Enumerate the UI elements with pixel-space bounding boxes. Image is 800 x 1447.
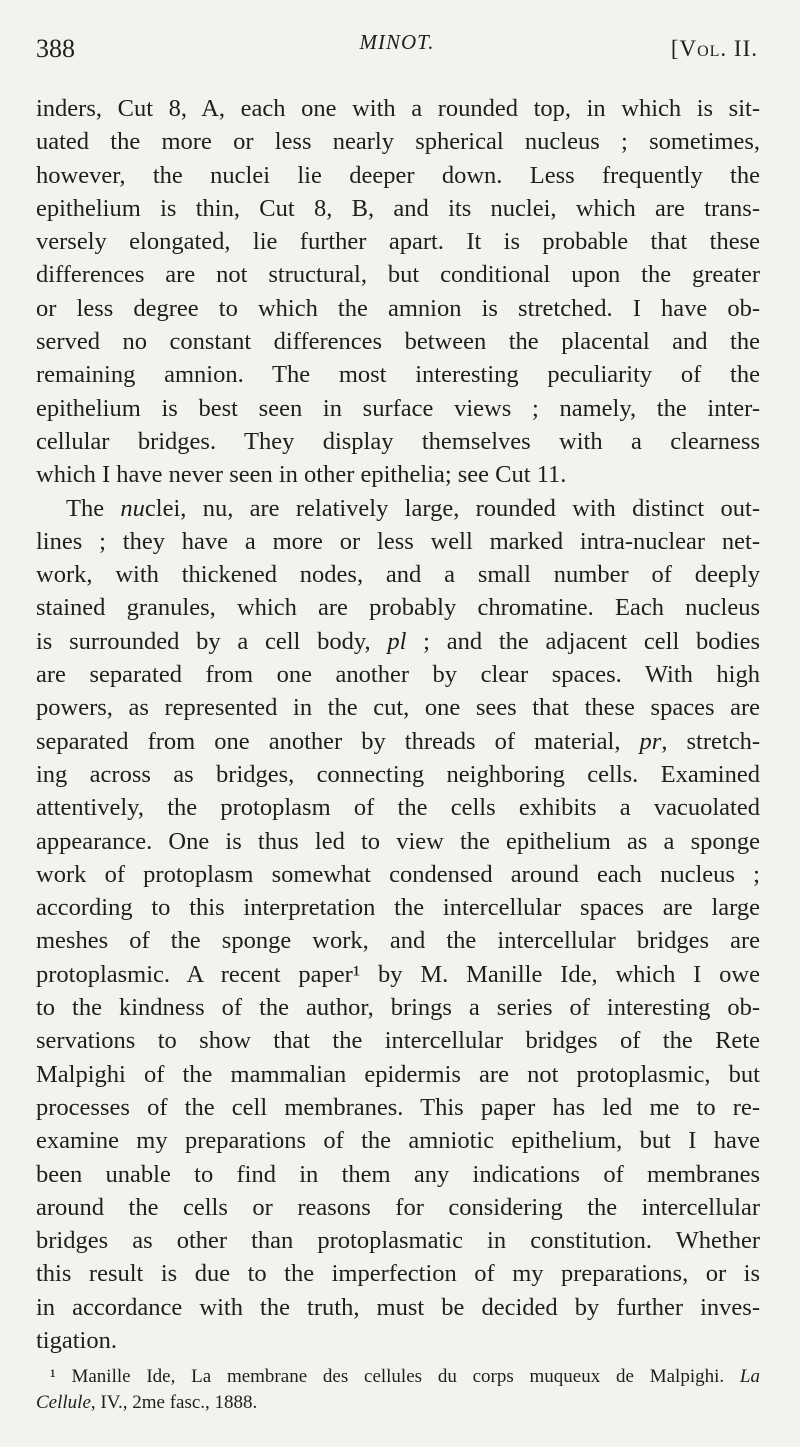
text-line: meshes of the sponge work, and the intercellular bridges are <box>36 927 760 955</box>
text-line: separated from one another by threads of material, pr, stretch- <box>36 727 760 755</box>
text-line: is surrounded by a cell body, pl ; and the adjacent cell bodies <box>36 627 760 655</box>
text-line: examine my preparations of the amniotic epithelium, but I have <box>36 1127 760 1155</box>
volume-label: [Vol. II. <box>670 36 758 61</box>
text-line: which I have never seen in other epithelia; see Cut 11. <box>36 461 567 489</box>
text-line: ing across as bridges, connecting neighboring cells. Examined <box>36 760 760 788</box>
text-line: are separated from one another by clear spaces. With high <box>36 661 760 689</box>
page-number: 388 <box>36 34 75 63</box>
text-line: differences are not structural, but conditional upon the greater <box>36 261 760 289</box>
text-line: this result is due to the imperfection of my preparations, or is <box>36 1260 760 1288</box>
text-line: protoplasmic. A recent paper¹ by M. Manille Ide, which I owe <box>36 960 760 988</box>
text-line: served no constant differences between the placental and the <box>36 328 760 356</box>
text-line: processes of the cell membranes. This paper has led me to re- <box>36 1093 760 1121</box>
text-line: according to this interpretation the intercellular spaces are large <box>36 894 760 922</box>
text-line: bridges as other than protoplasmatic in constitution. Whether <box>36 1227 760 1255</box>
text-line: attentively, the protoplasm of the cells exhibits a vacuolated <box>36 794 760 822</box>
text-line: powers, as represented in the cut, one sees that these spaces are <box>36 694 760 722</box>
text-line: around the cells or reasons for considering the intercellular <box>36 1193 760 1221</box>
text-line: however, the nuclei lie deeper down. Less frequently the <box>36 161 760 189</box>
text-line: inders, Cut 8, A, each one with a rounded top, in which is sit- <box>36 95 760 122</box>
footnote-line: Cellule, IV., 2me fasc., 1888. <box>36 1392 258 1413</box>
text-line: uated the more or less nearly spherical nucleus ; sometimes, <box>36 128 760 156</box>
text-line: Malpighi of the mammalian epidermis are not protoplasmic, but <box>36 1060 760 1088</box>
text-line: in accordance with the truth, must be decided by further inves- <box>36 1293 760 1321</box>
text-line: stained granules, which are probably chromatine. Each nucleus <box>36 594 760 622</box>
page-header <box>36 30 758 70</box>
text-line: The nuclei, nu, are relatively large, rounded with distinct out- <box>66 494 760 522</box>
footnote-line: ¹ Manille Ide, La membrane des cellules du corps muqueux de Malpighi. La <box>50 1366 760 1387</box>
text-line: epithelium is thin, Cut 8, B, and its nuclei, which are trans- <box>36 194 760 222</box>
text-line: to the kindness of the author, brings a series of interesting ob- <box>36 994 760 1022</box>
text-line: epithelium is best seen in surface views ; namely, the inter- <box>36 394 760 422</box>
text-line: work of protoplasm somewhat condensed around each nucleus ; <box>36 860 760 888</box>
text-line: versely elongated, lie further apart. It is probable that these <box>36 228 760 256</box>
text-line: lines ; they have a more or less well marked intra-nuclear net- <box>36 527 760 555</box>
body-text <box>36 92 760 1357</box>
text-line: appearance. One is thus led to view the epithelium as a sponge <box>36 827 760 855</box>
text-line: tigation. <box>36 1326 117 1354</box>
text-line: cellular bridges. They display themselves with a clearness <box>36 427 760 455</box>
text-line: or less degree to which the amnion is stretched. I have ob- <box>36 294 760 322</box>
text-line: remaining amnion. The most interesting peculiarity of the <box>36 361 760 389</box>
footnote <box>36 1364 760 1416</box>
running-head: MINOT. <box>359 30 435 54</box>
text-line: work, with thickened nodes, and a small number of deeply <box>36 561 760 589</box>
text-line: servations to show that the intercellular bridges of the Rete <box>36 1027 760 1055</box>
text-line: been unable to find in them any indications of membranes <box>36 1160 760 1188</box>
